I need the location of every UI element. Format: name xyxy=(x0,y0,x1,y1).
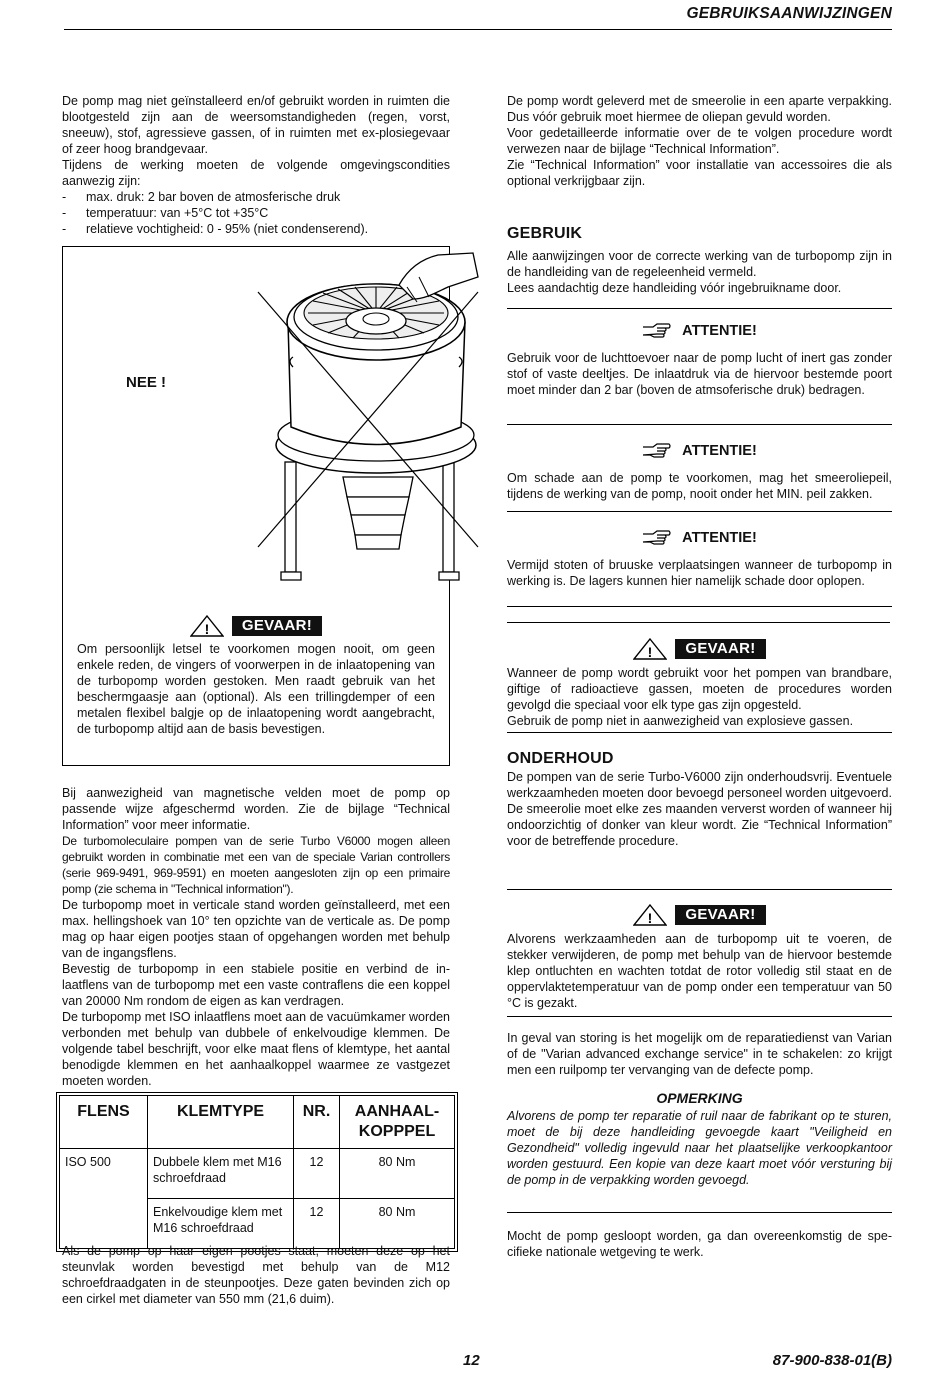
onderhoud-section xyxy=(507,751,892,849)
oil-section xyxy=(507,93,892,189)
onderhoud-paragraph: De smeerolie moet elke zes maanden ververst worden of wanneer hij ondoorzichtig of donker van kleur wordt. Zie “Technical Information” voor de betreffende procedure. xyxy=(507,802,892,848)
section-rule xyxy=(507,511,892,512)
danger-block-right-2 xyxy=(507,904,892,1011)
attention-label: ATTENTIE! xyxy=(682,323,757,339)
attention-header xyxy=(507,440,892,462)
section-rule xyxy=(507,606,892,607)
note-section xyxy=(507,1090,892,1188)
section-heading-onderhoud: ONDERHOUD xyxy=(507,750,614,767)
install-paragraph: De turbopomp moet in verticale stand worden geïnstalleerd, met een max. hellingshoek van 10° ten opzichte van de verticale as. De pomp mag op haar eigen pootjes staan of opgehangen worden met behulp van de ingangsflens. xyxy=(62,898,450,960)
attention-block-2 xyxy=(507,440,892,502)
pointing-hand-icon xyxy=(642,322,672,340)
table-header: FLENS xyxy=(60,1096,148,1149)
oil-paragraph: De pomp wordt geleverd met de smeerolie in een aparte verpakking. Dus vóór gebruik moet hiermee de oliepan gevuld worden. xyxy=(507,94,892,124)
danger-text: Gebruik de pomp niet in aanwezigheid van explosieve gassen. xyxy=(507,714,854,728)
feet-section xyxy=(62,1243,450,1307)
condition-item: - temperatuur: van +5°C tot +35°C xyxy=(62,206,269,220)
danger-header xyxy=(507,638,892,660)
document-code: 87-900-838-01(B) xyxy=(772,1352,892,1369)
danger-block-right-1 xyxy=(507,638,892,729)
installation-section xyxy=(62,785,450,1089)
table-row xyxy=(60,1199,455,1249)
attention-text: Vermijd stoten of bruuske verplaatsingen wanneer de turbopomp in werking is. De lagers kunnen hier namelijk schade door oplopen. xyxy=(507,558,892,588)
table-header: KLEMTYPE xyxy=(148,1096,294,1149)
table-row xyxy=(60,1149,455,1199)
magnetic-paragraph: Bij aanwezigheid van magnetische velden moet de pomp op passende wijze afgeschermd worden. Zie de bijlage “Technical Information” voor meer informatie. xyxy=(62,786,450,832)
danger-text: Om persoonlijk letsel te voorkomen mogen nooit, om geen enkele reden, de vingers of voorwerpen in de inlaatopening van de turbopomp worden gestoken. Men raadt gebruik van het beschermgaasje aan (optional). Als een trillingdemper of een metalen flexibel balgje op de inlaatopening wordt aangebracht, de turbopomp altijd aan de basis bevestigen. xyxy=(77,642,435,736)
warning-triangle-icon xyxy=(190,615,224,637)
oil-paragraph: Zie “Technical Information” voor installatie van accessoires die als optional verkrijgbaar zijn. xyxy=(507,158,892,188)
condition-item: - relatieve vochtigheid: 0 - 95% (niet condenserend). xyxy=(62,222,369,236)
attention-label: ATTENTIE! xyxy=(682,530,757,546)
table-cell: ISO 500 xyxy=(60,1149,148,1199)
conditions-intro: Tijdens de werking moeten de volgende omgevingscondities aanwezig zijn: xyxy=(62,158,450,188)
gebruik-paragraph: Lees aandachtig deze handleiding vóór ingebruikname door. xyxy=(507,281,842,295)
table-header: AANHAAL-KOPPPEL xyxy=(340,1096,455,1149)
warning-triangle-icon xyxy=(633,638,667,660)
page-number: 12 xyxy=(463,1352,480,1369)
figure-label: NEE ! xyxy=(126,374,167,391)
clamp-table-frame xyxy=(56,1092,458,1252)
section-rule xyxy=(507,622,890,623)
attention-label: ATTENTIE! xyxy=(682,443,757,459)
section-rule xyxy=(507,1212,892,1213)
danger-label: GEVAAR! xyxy=(675,639,765,659)
pointing-hand-icon xyxy=(642,529,672,547)
table-header-row xyxy=(60,1096,455,1149)
section-rule xyxy=(507,889,892,890)
attention-text: Om schade aan de pomp te voorkomen, mag het smeeroliepeil, tijdens de werking van de pomp, nooit onder het MIN. peil zakken. xyxy=(507,471,892,501)
iso-paragraph: De turbopomp met ISO inlaatflens moet aan de vacuümkamer worden verbonden met behulp van dubbele of enkelvoudige klemmen. De volgende tabel beschrijft, voor elke maat flens of klemtype, het aantal benodigde klemmen en het aanhaalkoppel waarmee ze vastgezet moeten worden. xyxy=(62,1010,450,1088)
header-rule xyxy=(64,29,892,30)
attention-text: Gebruik voor de luchttoevoer naar de pomp lucht of inert gas zonder stof of vaste deeltjes. De inlaatdruk via de hiervoor bestemde poort moet minder dan 2 bar (boven de atmsoferische druk) bedragen. xyxy=(507,351,892,397)
note-text: Alvorens de pomp ter reparatie of ruil naar de fabrikant op te sturen, moet de bij deze handleiding gevoegde kaart "Veiligheid en Gezondheid" volledig ingevuld naar het plaatselijke verkoopkantoor worden gestuurd. Een kopie van deze kaart moet vóór versturing bij de pomp in de verpakking worden gevoegd. xyxy=(507,1109,892,1187)
feet-paragraph: Als de pomp op haar eigen pootjes staat, moeten deze op het steunvlak worden bevestigd met behulp van de M12 schroefdraadgaten in de steunpootjes. Deze gaten bevinden zich op een cirkel met diameter van 550 mm (21,6 duim). xyxy=(62,1244,450,1306)
table-cell: Enkelvoudige klem met M16 schroefdraad xyxy=(148,1199,294,1249)
note-title: OPMERKING xyxy=(656,1090,743,1106)
section-rule xyxy=(507,308,892,309)
svg-text:!: ! xyxy=(204,621,210,637)
condition-item: - max. druk: 2 bar boven de atmosferische druk xyxy=(62,190,341,204)
repair-section xyxy=(507,1030,892,1078)
danger-label: GEVAAR! xyxy=(232,616,322,636)
intro-paragraph: De pomp mag niet geïnstalleerd en/of gebruikt worden in ruimten die blootgesteld zijn aan de weersomstandigheden (regen, vorst, sneeuw), stof, agressieve gassen, of in ruimten met ex-plosiegevaar of zeer hoog brandgevaar. xyxy=(62,94,450,156)
section-rule xyxy=(507,1016,892,1017)
attention-header xyxy=(507,527,892,549)
pointing-hand-icon xyxy=(642,442,672,460)
attention-block-1 xyxy=(507,320,892,398)
warning-triangle-icon xyxy=(633,904,667,926)
table-cell: 12 xyxy=(294,1199,340,1249)
scrap-paragraph: Mocht de pomp gesloopt worden, ga dan overeenkomstig de spe-cifieke nationale wetgeving te werk. xyxy=(507,1229,892,1259)
table-cell: 12 xyxy=(294,1149,340,1199)
danger-header xyxy=(77,615,435,637)
svg-text:!: ! xyxy=(648,644,653,660)
controllers-paragraph: De turbomoleculaire pompen van de serie Turbo V6000 mogen alleen gebruikt worden in combinatie met een van de speciale Varian controllers (serie 969-9491, 969-9591) en moeten aangesloten zijn op een primaire pomp (zie schema in "Technical information"). xyxy=(62,834,450,896)
gebruik-section xyxy=(507,226,892,296)
oil-paragraph: Voor gedetailleerde informatie over de te volgen procedure wordt verwezen naar de bijlage “Technical Information”. xyxy=(507,126,892,156)
attention-block-3 xyxy=(507,527,892,589)
table-cell: 80 Nm xyxy=(340,1199,455,1249)
table-cell xyxy=(60,1199,148,1249)
pump-illustration xyxy=(173,247,483,602)
scrap-section xyxy=(507,1228,892,1260)
page-header-title: GEBRUIKSAANWIJZINGEN xyxy=(686,5,892,22)
danger-text: Alvorens werkzaamheden aan de turbopomp uit te voeren, de stekker verwijderen, de pomp met behulp van de hiervoor bestemde klep ontluchten en wachten totdat de rotor volledig stil staat en de oppervlaktetemperatuur van de pomp onder een temperatuur van 50 °C is gezakt. xyxy=(507,932,892,1010)
table-cell: Dubbele klem met M16 schroefdraad xyxy=(148,1149,294,1199)
repair-paragraph: In geval van storing is het mogelijk om de reparatiedienst van Varian of de "Varian advanced exchange service" in te schakelen: zo krijgt men een ruilpomp ter vervanging van de defecte pomp. xyxy=(507,1031,892,1077)
attention-header xyxy=(507,320,892,342)
environment-section xyxy=(62,93,450,237)
section-rule xyxy=(507,424,892,425)
clamp-table xyxy=(59,1095,455,1249)
onderhoud-paragraph: De pompen van de serie Turbo-V6000 zijn onderhoudsvrij. Eventuele werkzaamheden moeten door bevoegd personeel worden uitgevoerd. xyxy=(507,770,892,800)
section-rule xyxy=(507,732,892,733)
danger-text: Wanneer de pomp wordt gebruikt voor het pompen van brandbare, giftige of radioactieve gassen, moeten de procedures worden gevolgd die speciaal voor elk type gas zijn opgesteld. xyxy=(507,666,892,712)
danger-block-left xyxy=(77,615,435,737)
table-header: NR. xyxy=(294,1096,340,1149)
danger-header xyxy=(507,904,892,926)
gebruik-paragraph: Alle aanwijzingen voor de correcte werking van de turbopomp zijn in de handleiding van de regeleenheid vermeld. xyxy=(507,249,892,279)
fix-paragraph: Bevestig de turbopomp in een stabiele positie en verbind de in-laatflens van de turbopomp met een vaste contraflens die een koppel van 20000 Nm rondom de eigen as kan verdragen. xyxy=(62,962,450,1008)
section-heading-gebruik: GEBRUIK xyxy=(507,225,583,242)
danger-label: GEVAAR! xyxy=(675,905,765,925)
warning-figure-box xyxy=(62,246,450,766)
table-cell: 80 Nm xyxy=(340,1149,455,1199)
svg-text:!: ! xyxy=(648,910,653,926)
